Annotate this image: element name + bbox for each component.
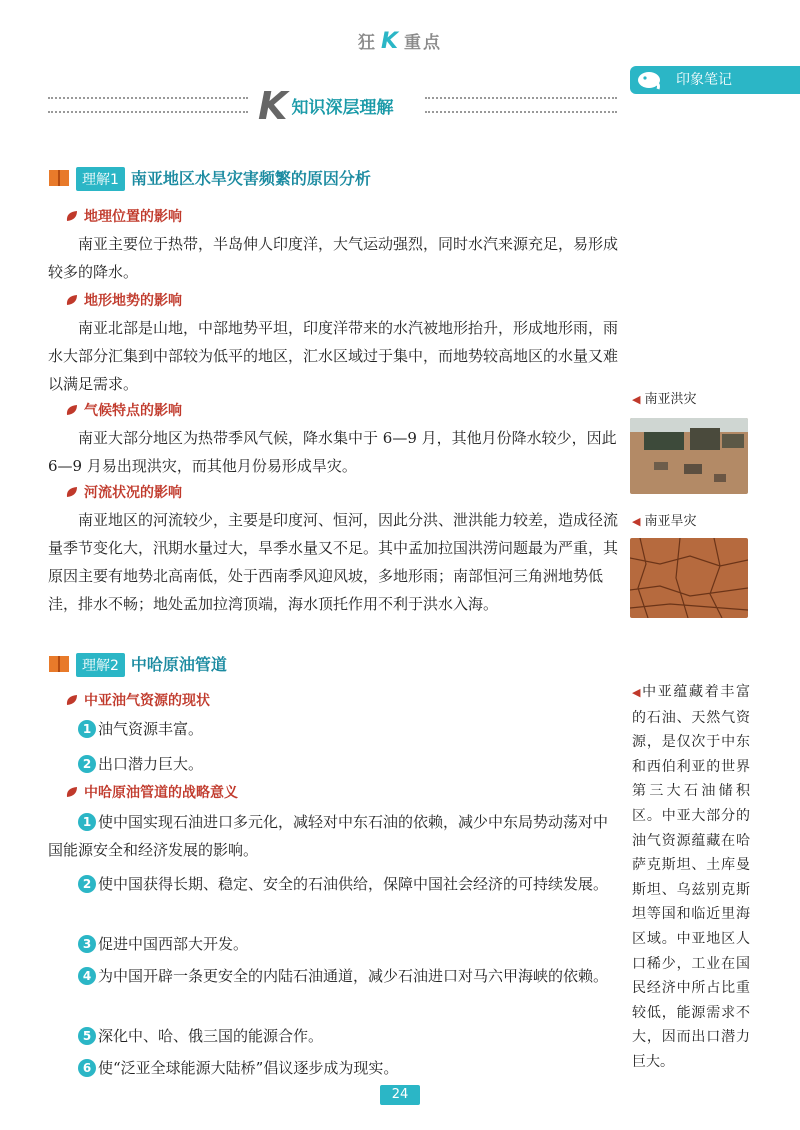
leaf-icon: [66, 694, 78, 706]
triangle-icon: ◀: [632, 515, 641, 528]
number-badge: 2: [78, 755, 96, 773]
numbered-item: [48, 962, 618, 990]
section-heading: [258, 84, 393, 128]
section-k: K: [258, 84, 288, 128]
number-badge: 6: [78, 1059, 96, 1077]
item-text: 为中国开辟一条更安全的内陆石油通道，减少石油进口对马六甲海峡的依赖。: [98, 967, 609, 985]
item-text: 使中国实现石油进口多元化，减轻对中东石油的依赖，减少中东局势动荡对中国能源安全和经济发展的影响。: [48, 813, 609, 859]
sub-heading: [66, 206, 182, 226]
item-text: 出口潜力巨大。: [98, 755, 204, 773]
sub-heading: [66, 690, 210, 710]
book-icon: [48, 654, 70, 674]
triangle-icon: ◀: [632, 686, 643, 699]
numbered-item: [48, 870, 618, 898]
section-title: 知识深层理解: [291, 98, 394, 118]
item-text: 使中国获得长期、稳定、安全的石油供给，保障中国社会经济的可持续发展。: [98, 875, 609, 893]
page-header: [0, 28, 800, 54]
lijie1-heading: [48, 166, 371, 191]
lijie1-badge: 理解1: [76, 167, 125, 191]
flood-caption: [632, 388, 696, 407]
sub-heading: [66, 290, 182, 310]
sub-title: 地形地势的影响: [84, 293, 182, 309]
notes-tab[interactable]: [630, 66, 800, 94]
notes-tab-label: 印象笔记: [676, 72, 732, 88]
lijie2-heading: [48, 652, 227, 677]
numbered-item: [48, 750, 618, 778]
number-badge: 1: [78, 720, 96, 738]
lijie1-title: 南亚地区水旱灾害频繁的原因分析: [130, 169, 371, 188]
sub-title: 河流状况的影响: [84, 485, 182, 501]
paragraph: 南亚北部是山地，中部地势平坦，印度洋带来的水汽被地形抬升，形成地形雨，雨水大部分汇集到中部较为低平的地区，汇水区域过于集中，而地势较高地区的水量又难以满足需求。: [48, 319, 619, 393]
leaf-icon: [66, 294, 78, 306]
item-text: 促进中国西部大开发。: [98, 935, 249, 953]
number-badge: 5: [78, 1027, 96, 1045]
page-number: 24: [380, 1085, 420, 1105]
sub-title: 地理位置的影响: [84, 209, 182, 225]
flood-photo: [630, 418, 748, 494]
leaf-icon: [66, 404, 78, 416]
elephant-icon: [636, 69, 662, 91]
triangle-icon: ◀: [632, 393, 641, 406]
number-badge: 1: [78, 813, 96, 831]
item-text: 深化中、哈、俄三国的能源合作。: [98, 1027, 324, 1045]
paragraph: 南亚主要位于热带，半岛伸人印度洋，大气运动强烈，同时水汽来源充足，易形成较多的降水。: [48, 235, 619, 281]
lijie2-title: 中哈原油管道: [130, 655, 227, 674]
numbered-item: [48, 715, 618, 743]
side-note-text: 中亚蕴藏着丰富的石油、天然气资源，是仅次于中东和西伯利亚的世界第三大石油储积区。中亚大部分的油气资源蕴藏在哈萨克斯坦、土库曼斯坦、乌兹别克斯坦等国和临近里海区域。中亚地区人口稀少，工业在国民经济中所占比重较低，能源需求不大，因而出口潜力巨大。: [632, 684, 750, 1070]
header-left: 狂: [357, 33, 377, 53]
item-text: 油气资源丰富。: [98, 720, 204, 738]
numbered-item: [48, 1054, 618, 1082]
numbered-item: [48, 930, 618, 958]
leaf-icon: [66, 786, 78, 798]
header-right: 重点: [404, 33, 443, 53]
lijie2-badge: 理解2: [76, 653, 125, 677]
number-badge: 4: [78, 967, 96, 985]
caption-text: 南亚旱灾: [644, 514, 697, 529]
book-icon: [48, 168, 70, 188]
sub-title: 中亚油气资源的现状: [84, 693, 210, 709]
leaf-icon: [66, 486, 78, 498]
sub-heading: [66, 400, 182, 420]
leaf-icon: [66, 210, 78, 222]
divider-left: [48, 97, 248, 113]
drought-photo: [630, 538, 748, 618]
side-note: [632, 680, 750, 1075]
number-badge: 2: [78, 875, 96, 893]
paragraph: 南亚大部分地区为热带季风气候，降水集中于 6—9 月，其他月份降水较少，因此 6—9 月易出现洪灾，而其他月份易形成旱灾。: [48, 429, 617, 475]
sub-heading: [66, 782, 238, 802]
divider-right: [425, 97, 617, 113]
sub-heading: [66, 482, 182, 502]
sub-title: 气候特点的影响: [84, 403, 182, 419]
number-badge: 3: [78, 935, 96, 953]
sub-title: 中哈原油管道的战略意义: [84, 785, 238, 801]
header-k: K: [380, 29, 401, 54]
numbered-item: [48, 808, 618, 864]
paragraph: 南亚地区的河流较少，主要是印度河、恒河，因此分洪、泄洪能力较差，造成径流量季节变化大，汛期水量过大，旱季水量又不足。其中孟加拉国洪涝问题最为严重，其原因主要有地势北高南低，处于西南季风迎风坡，多地形雨；南部恒河三角洲地势低洼，排水不畅；地处孟加拉湾顶端，海水顶托作用不利于洪水入海。: [48, 511, 619, 613]
numbered-item: [48, 1022, 618, 1050]
drought-caption: [632, 510, 696, 529]
item-text: 使“泛亚全球能源大陆桥”倡议逐步成为现实。: [98, 1059, 399, 1077]
caption-text: 南亚洪灾: [644, 392, 697, 407]
